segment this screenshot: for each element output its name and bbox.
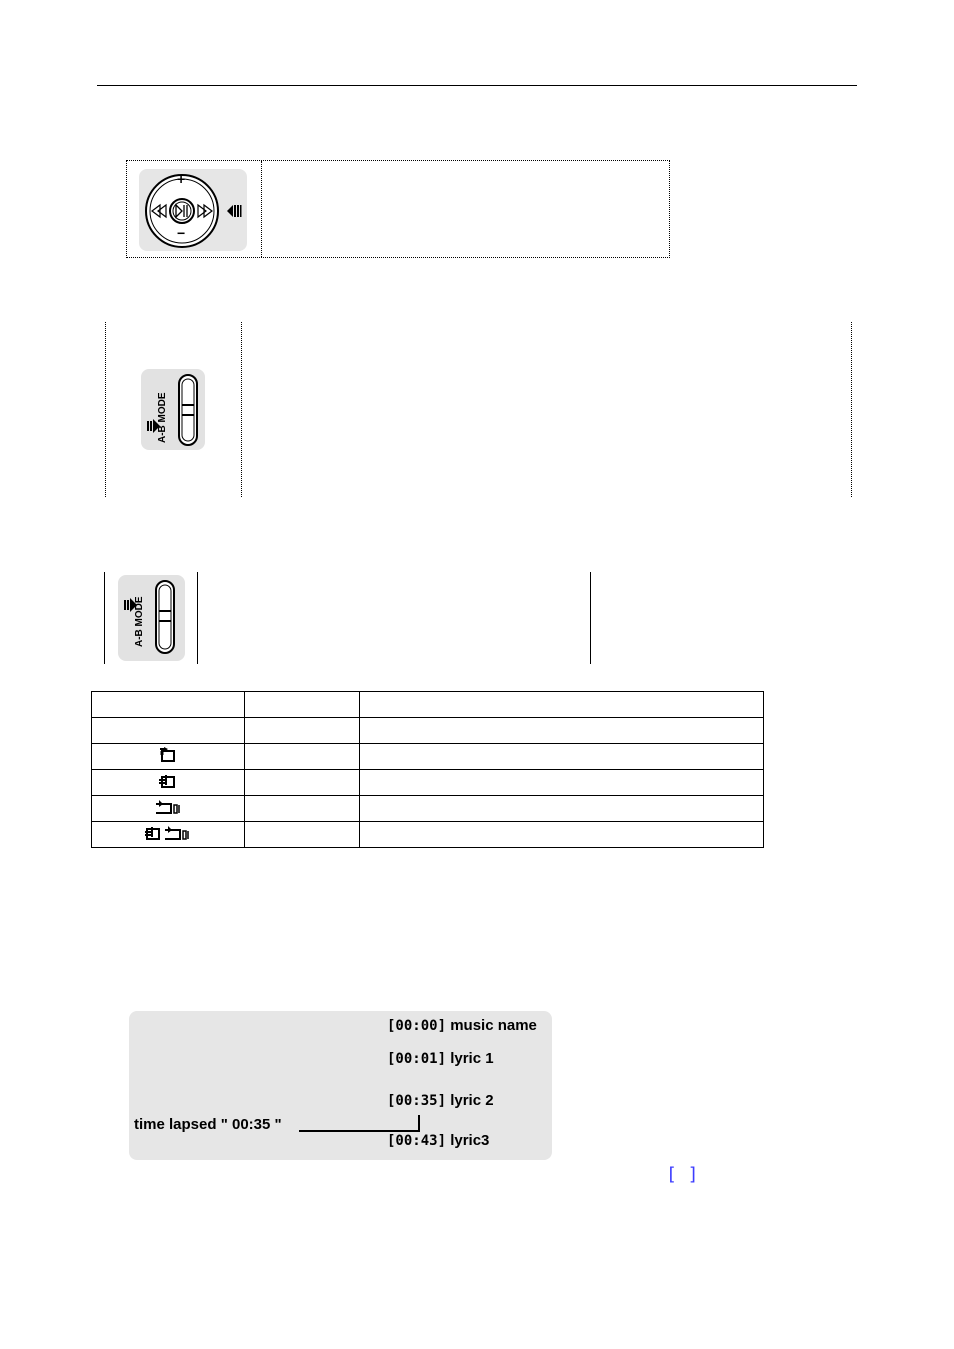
table-cell bbox=[92, 692, 245, 718]
lyric-line bbox=[387, 1092, 494, 1109]
mode-switch-icon-2 bbox=[118, 575, 185, 661]
table-cell bbox=[245, 770, 360, 796]
lyric-text: music name bbox=[450, 1017, 537, 1034]
table-cell bbox=[245, 822, 360, 848]
lyric-timestamp: [00:00] bbox=[387, 1018, 447, 1034]
table-cell bbox=[360, 796, 764, 822]
table-cell bbox=[92, 770, 245, 796]
table-row bbox=[92, 796, 764, 822]
lyric-text: lyric3 bbox=[450, 1132, 490, 1149]
panel2-left-border bbox=[105, 322, 106, 497]
mode-table bbox=[91, 691, 764, 848]
table-cell bbox=[360, 770, 764, 796]
repeat-all-icon bbox=[157, 773, 179, 789]
table-cell bbox=[360, 718, 764, 744]
switch-label: A-B MODE bbox=[157, 392, 168, 443]
lyric-timestamp: [00:01] bbox=[387, 1051, 447, 1067]
table-row bbox=[92, 718, 764, 744]
mode-switch-icon bbox=[141, 369, 205, 450]
panel-divider bbox=[261, 161, 262, 257]
table-cell bbox=[360, 822, 764, 848]
table-cell bbox=[245, 718, 360, 744]
lyric-text: lyric 2 bbox=[450, 1092, 494, 1109]
shuffle-repeat-icon bbox=[144, 825, 192, 841]
panel2-divider bbox=[241, 322, 242, 497]
bracket-mark: [ ] bbox=[666, 1164, 699, 1185]
time-lapsed-label: time lapsed " 00:35 " bbox=[134, 1116, 282, 1133]
lyric-timestamp: [00:35] bbox=[387, 1093, 447, 1109]
panel3-divider bbox=[197, 572, 198, 664]
minus-label: − bbox=[177, 225, 186, 241]
header-rule bbox=[97, 85, 857, 86]
lyric-timestamp: [00:43] bbox=[387, 1133, 447, 1149]
table-cell bbox=[360, 692, 764, 718]
table-cell bbox=[360, 744, 764, 770]
table-row bbox=[92, 822, 764, 848]
mode-switch-image bbox=[141, 369, 205, 450]
joystick-image bbox=[139, 169, 247, 251]
table-cell bbox=[92, 822, 245, 848]
table-cell bbox=[245, 692, 360, 718]
switch-label-2: A-B MODE bbox=[134, 596, 145, 647]
table-cell bbox=[92, 796, 245, 822]
panel3-right-border bbox=[590, 572, 591, 664]
table-cell bbox=[92, 718, 245, 744]
joystick-icon bbox=[139, 169, 247, 251]
connector-line bbox=[418, 1115, 420, 1132]
mode-switch-image-2 bbox=[118, 575, 185, 661]
table-cell bbox=[245, 796, 360, 822]
lyric-line bbox=[387, 1050, 494, 1067]
table-cell bbox=[92, 744, 245, 770]
lyric-display bbox=[129, 1011, 552, 1160]
table-cell bbox=[245, 744, 360, 770]
table-row bbox=[92, 770, 764, 796]
shuffle-icon bbox=[153, 799, 183, 815]
lyric-line bbox=[387, 1132, 489, 1149]
table-row bbox=[92, 744, 764, 770]
joystick-panel bbox=[126, 160, 670, 258]
connector-line bbox=[299, 1130, 420, 1132]
lyric-text: lyric 1 bbox=[450, 1050, 494, 1067]
plus-label: + bbox=[177, 171, 186, 187]
repeat-one-icon bbox=[158, 747, 178, 763]
lyric-line bbox=[387, 1017, 537, 1034]
table-row bbox=[92, 692, 764, 718]
panel3-left-border bbox=[104, 572, 105, 664]
panel2-right-border bbox=[851, 322, 852, 497]
